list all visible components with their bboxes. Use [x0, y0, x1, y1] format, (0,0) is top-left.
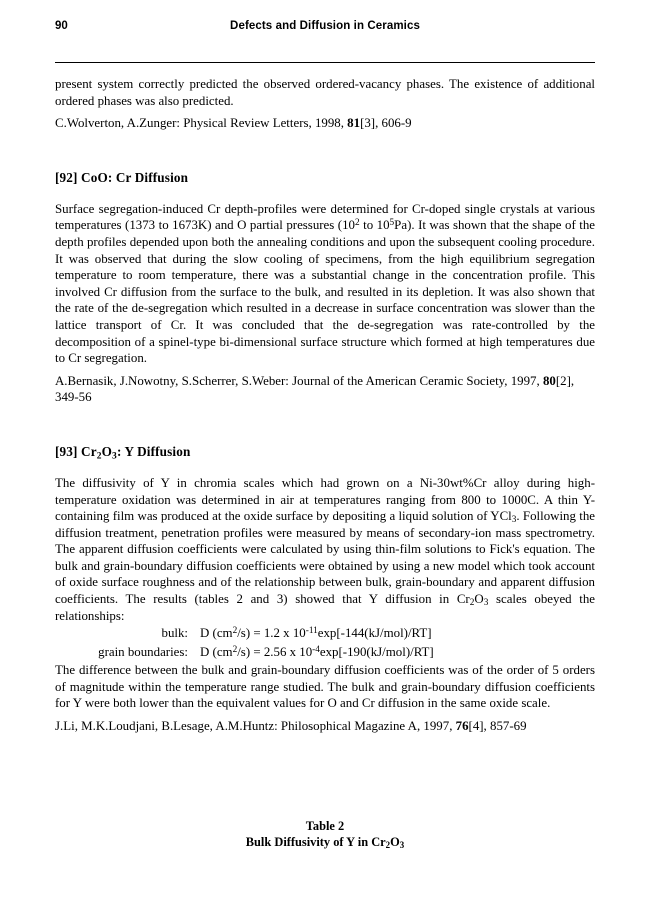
- superscript-unit: 2: [232, 645, 238, 656]
- section-title-formula: O: [101, 443, 113, 459]
- text-fragment: scales obeyed the relationships:: [55, 592, 596, 623]
- paragraph-continued: present system correctly predicted the observed ordered-vacancy phases. The existence of additional ordered phases was also predicted.: [55, 77, 595, 108]
- caption-fragment: O: [390, 835, 400, 849]
- citation-volume: 76: [455, 719, 469, 734]
- page-content: [55, 76, 595, 735]
- subscript: 2: [469, 598, 475, 609]
- equation-fragment: D (cm: [200, 626, 233, 641]
- text-fragment: Pa). It was shown that the shape of the depth profiles depended upon both the annealing conditions and upon the subsequent cooling procedure. It was observed that during the slow cooling of specimens, from the high equilibrium segregation temperature to room temperature, there was a substantial change in the concentration profile. This involved Cr diffusion from the surface to the bulk, and resulted in its depletion. It was also shown that the rate of the de-segregation which resulted in a decrease in surface concentration was slower than the lattice transport of Cr. It was concluded that the de-segregation was rate-controlled by the decomposition of a spinel-type bi-dimensional surface structure which formed at high temperatures due to Cr segregation.: [55, 218, 595, 366]
- citation-pages: [3], 606-9: [360, 116, 412, 131]
- section-number: [92]: [55, 169, 82, 185]
- citation-volume: 81: [347, 116, 361, 131]
- section-title-tail: : Y Diffusion: [116, 443, 191, 459]
- subscript: 3: [483, 598, 489, 609]
- caption-fragment: Bulk Diffusivity of Y in Cr: [245, 835, 386, 849]
- section-heading-92: [55, 169, 595, 186]
- citation-volume: 80: [542, 373, 556, 388]
- spacer: [55, 428, 595, 443]
- equation-fragment: /s) = 2.56 x 10: [237, 645, 313, 660]
- superscript-exponent: 2: [354, 218, 360, 229]
- section-title: CoO: Cr Diffusion: [81, 169, 189, 185]
- spacer: [55, 154, 595, 169]
- equation-expression: [200, 643, 434, 662]
- citation-pages: [2], 349-56: [55, 373, 575, 405]
- citation-bernasik: [55, 373, 595, 406]
- section-number: [93]: [55, 443, 82, 459]
- equation-fragment: /s) = 1.2 x 10: [237, 626, 306, 641]
- subscript: 3: [112, 451, 117, 462]
- table-caption-line1: Table 2: [305, 819, 345, 833]
- equation-label: grain boundaries:: [98, 645, 188, 660]
- equation-bulk: [55, 624, 595, 643]
- citation-pages: [4], 857-69: [468, 719, 527, 734]
- running-head: [55, 20, 595, 40]
- text-fragment: . Following the diffusion treatment, penetration profiles were measured by means of secondary-ion mass spectrometry. The apparent diffusion coefficients were calculated by using thin-film solutions to Fick's equation. The bulk and grain-boundary diffusion coefficients were obtained by using a new model which took account of oxide surface roughness and of the relationship between bulk, grain-boundary and apparent diffusion coefficients. The results (tables 2 and 3) showed that Y diffusion in Cr: [55, 509, 595, 607]
- equation-block: [55, 624, 595, 662]
- equation-label: bulk:: [161, 626, 188, 641]
- paragraph-section-92: [55, 201, 595, 367]
- subscript: 3: [511, 515, 517, 526]
- superscript-unit: 2: [232, 626, 238, 637]
- page-number: 90: [55, 20, 68, 32]
- spacer: [55, 406, 595, 428]
- text-fragment: to 10: [359, 218, 390, 233]
- equation-fragment: D (cm: [200, 645, 233, 660]
- section-heading-93: [55, 443, 595, 460]
- superscript-exponent: -11: [305, 626, 318, 637]
- citation-authors: C.Wolverton, A.Zunger: Physical Review Letters, 1998,: [55, 116, 348, 131]
- equation-grain-boundaries: [55, 643, 595, 662]
- equation-fragment: exp[-190(kJ/mol)/RT]: [319, 645, 434, 660]
- citation-li: [55, 718, 595, 735]
- section-title-formula: Cr: [81, 443, 97, 459]
- table-caption: [55, 818, 595, 850]
- text-fragment: O: [474, 592, 484, 607]
- paragraph-after-equations: The difference between the bulk and grain-boundary diffusion coefficients was of the order of 5 orders of magnitude within the temperature range studied. The bulk and grain-boundary diffusion coefficients for Y were both lower than the equivalent values for O and Cr diffusion in the same oxide scale.: [55, 663, 595, 711]
- table-caption-line2: [55, 834, 595, 850]
- subscript: 3: [399, 840, 405, 851]
- citation-wolverton: [55, 115, 595, 132]
- superscript-exponent: -4: [312, 645, 320, 656]
- citation-authors: J.Li, M.K.Loudjani, B.Lesage, A.M.Huntz: Philosophical Magazine A, 1997,: [55, 719, 456, 734]
- subscript: 2: [385, 840, 391, 851]
- header-divider: [55, 62, 595, 63]
- paragraph-section-93: [55, 475, 595, 624]
- book-title: Defects and Diffusion in Ceramics: [230, 20, 420, 32]
- text-fragment: The diffusivity of Y in chromia scales which had grown on a Ni-30wt%Cr alloy during high-temperature oxidation was determined in air at temperatures ranging from 800 to 1000C. A thin Y-containing film was produced at the oxide surface by depositing a liquid solution of YCl: [55, 475, 595, 524]
- spacer: [55, 460, 595, 475]
- subscript: 2: [96, 451, 102, 462]
- equation-fragment: exp[-144(kJ/mol)/RT]: [317, 626, 432, 641]
- superscript-exponent: 5: [389, 218, 395, 229]
- equation-expression: [200, 624, 432, 643]
- text-fragment: Surface segregation-induced Cr depth-profiles were determined for Cr-doped single crystals at various temperatures (1373 to 1673K) and O partial pressures (10: [55, 201, 595, 233]
- spacer: [55, 186, 595, 201]
- citation-authors: A.Bernasik, J.Nowotny, S.Scherrer, S.Weber: Journal of the American Ceramic Society, 1997,: [55, 373, 543, 388]
- spacer: [55, 132, 595, 154]
